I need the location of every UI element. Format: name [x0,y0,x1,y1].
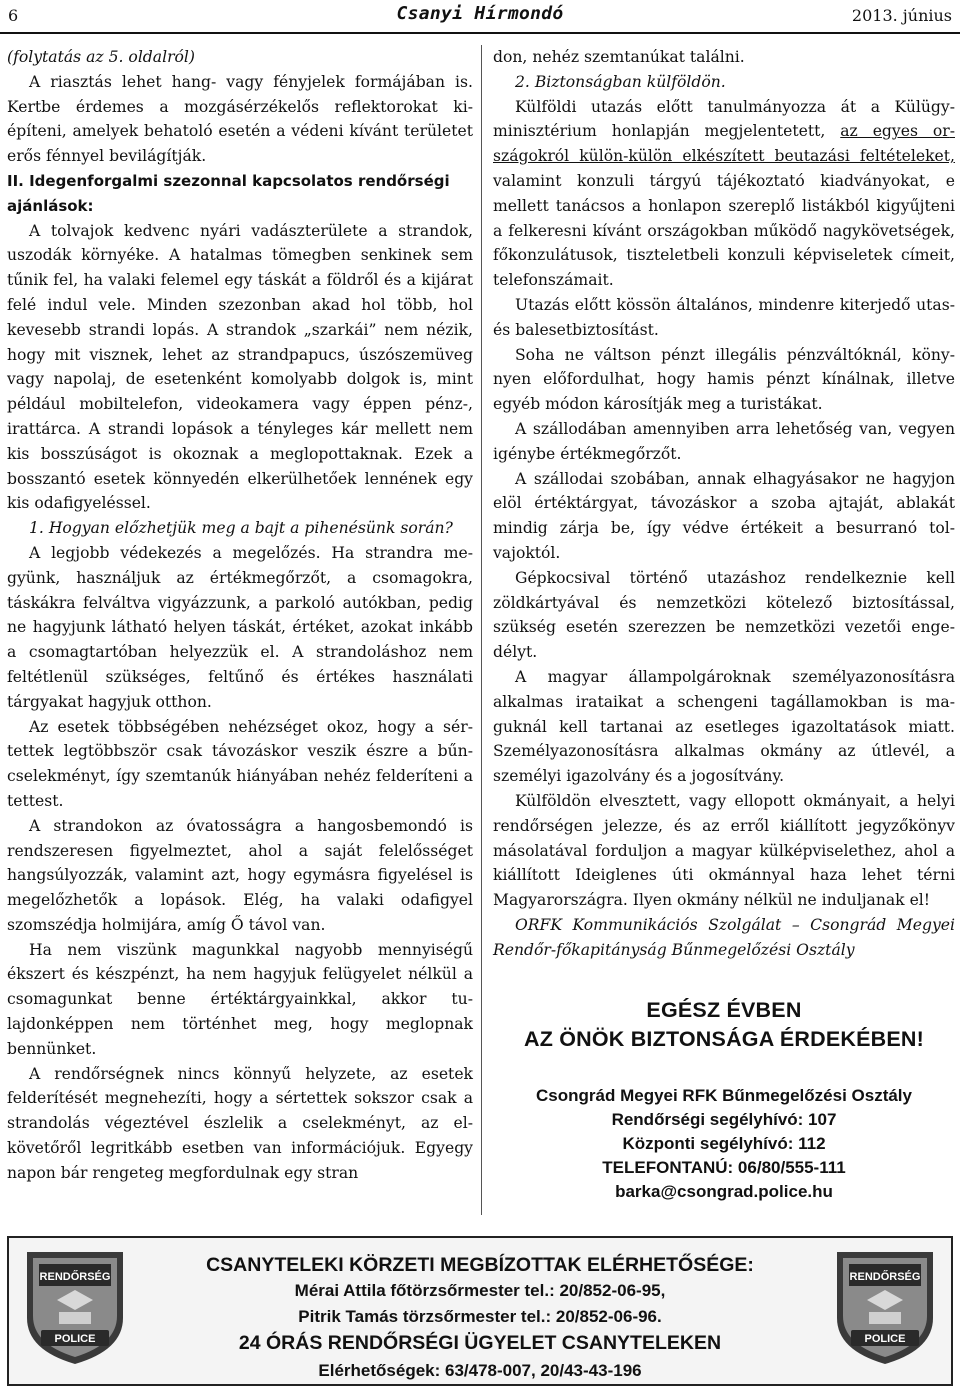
masthead-title: Csanyi Hírmondó [396,3,564,24]
paragraph: Külföldön elvesztett, vagy ellopott okmányait, a helyi rendőrségen jelezze, és az erről kiállított jegyzőkönyv másolatával forduljon a magyar külképviselethez, ahol a kiállított Ideiglenes úti okmánnyal haza lehet térni Magyarországra. Ilyen okmány nélkül ne induljanak el! [493,791,955,910]
page-number: 6 [8,6,19,25]
box-line: TELEFONTANÚ: 06/80/555-111 [602,1158,846,1178]
box-line: Központi segélyhívó: 112 [622,1134,826,1154]
police-badge-icon [19,1246,131,1368]
paragraph: A szállodai szobában, annak elhagyásakor ne hagyjon elöl értéktárgyat, távozáskor a szoba ajtaját, ablakát mindig zárja be, így védve értékeit a besurranó tolvajoktól. [493,469,955,562]
footer-contact-line: Mérai Attila főtörzsőrmester tel.: 20/852-06-95, [294,1281,666,1300]
paragraph: A riasztás lehet hang- vagy fényjelek formájában is. Kertbe érdemes a mozgásérzékelős reflektorokat kiépíteni, amelyek behatoló esetén a védeni kívánt területet erős fénnyel bevilágítják. [7,72,473,166]
paragraph: A magyar állampolgároknak személyazonosításra alkalmas irataikat a schengeni tagállamokban is maguknál kell tartanai az esetleges igazoltatások miatt. Személyazonosításra alkalmas okmány az útlevél, a személyi igazolvány és a jogosítvány. [493,667,955,786]
question-heading: 1. Hogyan előzhetjük meg a bajt a pihenésünk során? [29,519,453,538]
underlined-link: az egyes országokról külön-külön elkészített beutazási feltételeket, [493,122,955,166]
issue-date: 2013. június [851,6,952,25]
left-column [7,45,473,1186]
page-header [0,0,960,36]
footer-text-block [144,1252,816,1384]
badge-top-text: RENDŐRSÉG [39,1271,111,1283]
paragraph: A legjobb védekezés a megelőzés. Ha strandra megyünk, használjuk az értékmegőrzőt, a csomagokra, táskákra felváltva vigyázzunk, a parkoló autókban, pedig ne hagyjunk látható helyen táskát, értéket, azokat inkább a csomagtartóban helyezzük el. A strandoláshoz nem feltétlenül szükséges, feltűnő és értékes használati tárgyakat hagyjuk otthon. [7,543,473,711]
continuation-note: (folytatás az 5. oldalról) [7,48,195,66]
paragraph: don, nehéz szemtanúkat találni. [493,48,745,66]
box-line: Rendőrségi segélyhívó: 107 [611,1110,837,1130]
header-rule [0,32,960,34]
footer-contact-line: Pitrik Tamás törzsőrmester tel.: 20/852-06-96. [298,1307,662,1326]
safety-info-box [493,996,955,1204]
column-divider [481,45,482,1215]
paragraph: Külföldi utazás előtt tanulmányozza át a Külügyminisztérium honlapján megjelentetett, az egyes országokról külön-külön elkészített beutazási feltételeket, valamint konzuli tárgyú tájékoztató kiadványokat, e mellett tanácsos a honlapon szereplő listákból kigyűjteni a felkeresni kívánt országokban működő nagykövetségek, főkonzulátusok, tiszteletbeli konzuli képviseletek címeit, telefonszámait. [493,97,955,290]
paragraph: A rendőrségnek nincs könnyű helyzete, az esetek felderítését megnehezíti, hogy a sértettek sokszor csak a strandolás végeztével észlelik a cselekményt, az elkövetőről legritkább esetben van információjuk. Egyegy napon bár rengeteg megfordulnak egy stran [7,1064,473,1182]
badge-bottom-text: POLICE [54,1333,96,1345]
question-heading: 2. Biztonságban külföldön. [515,72,726,91]
badge-top-text: RENDŐRSÉG [849,1271,921,1283]
paragraph: Utazás előtt kössön általános, mindenre kiterjedő utas- és balesetbiztosítást. [493,295,955,339]
contact-footer [7,1236,953,1386]
box-line: AZ ÖNÖK BIZTONSÁGA ÉRDEKÉBEN! [524,1027,924,1052]
box-line: EGÉSZ ÉVBEN [646,998,802,1023]
badge-bottom-text: POLICE [864,1333,906,1345]
paragraph: A szállodában amennyiben arra lehetőség van, vegyen igénybe értékmegőrzőt. [493,419,955,463]
police-badge-icon [829,1246,941,1368]
paragraph: Gépkocsival történő utazáshoz rendelkeznie kell zöldkártyával és nemzetközi kötelező biztosítással, szükség esetén szerezzen be nemzetközi vezetői engedélyt. [493,568,955,662]
paragraph: A strandokon az óvatosságra a hangosbemondó is rendszeresen figyelmeztet, ahol a saját felelősséget hangsúlyozzák, valamint azt, hogy egymásra figyelésel is megelőzhetők a lopások. Elég, ha valaki odafigyel szomszédja holmijára, amíg Ő távol van. [7,816,473,934]
footer-duty-heading: 24 ÓRÁS RENDŐRSÉGI ÜGYELET CSANYTELEKEN [238,1332,722,1354]
paragraph: Ha nem viszünk magunkkal nagyobb mennyiségű ékszert és készpénzt, ha nem hagyjuk felügyelet nélkül a csomagunkat benne értéktárgyainkkal, akkor tulajdonképpen nem történhet meg, hogy meglopnak bennünket. [7,940,473,1058]
paragraph: A tolvajok kedvenc nyári vadászterülete a strandok, uszodák környéke. A hatalmas tömegben senkinek sem tűnik fel, ha valaki felemel egy táskát a földről és a kijárat felé indul vele. Minden szezonban akad hol több, hol kevesebb strandi lopás. A strandok „szarkái” nem nézik, hogy mit visznek, lehet az strandpapucs, úszószemüveg vagy napolaj, de esetenként komolyabb dolgok is, mint például mobiltelefon, videokamera vagy éppen pénz-, irattárca. A strandi lopások a tényleges kár mellett nem kis bosszúságot is okoznak a meglopottaknak. Ezek a bosszantó esetek könnyedén elkerülhetőek lennének egy kis odafigyeléssel. [7,221,473,513]
paragraph: Soha ne váltson pénzt illegális pénzváltóknál, könynyen előfordulhat, hogy hamis pénzt kínálnak, illetve egyéb módon károsítják meg a turistákat. [493,345,955,414]
footer-phone-line: Elérhetőségek: 63/478-007, 20/43-43-196 [318,1361,642,1380]
signature: ORFK Kommunikációs Szolgálat – Csongrád Megyei Rendőr-főkapitányság Bűnmegelőzési Osztály [493,915,955,959]
email-address: barka@csongrad.police.hu [615,1182,833,1202]
paragraph: Az esetek többségében nehézséget okoz, hogy a sértettek legtöbbször csak távozáskor veszik észre a bűncselekményt, így szemtanúk hiányában nehéz felderíteni a tettest. [7,717,473,810]
footer-title: CSANYTELEKI KÖRZETI MEGBÍZOTTAK ELÉRHETŐSÉGE: [206,1254,754,1276]
box-line: Csongrád Megyei RFK Bűnmegelőzési Osztály [536,1086,912,1106]
section-heading: II. Idegenforgalmi szezonnal kapcsolatos rendőrségi ajánlások: [7,171,450,215]
right-column [493,45,955,1204]
